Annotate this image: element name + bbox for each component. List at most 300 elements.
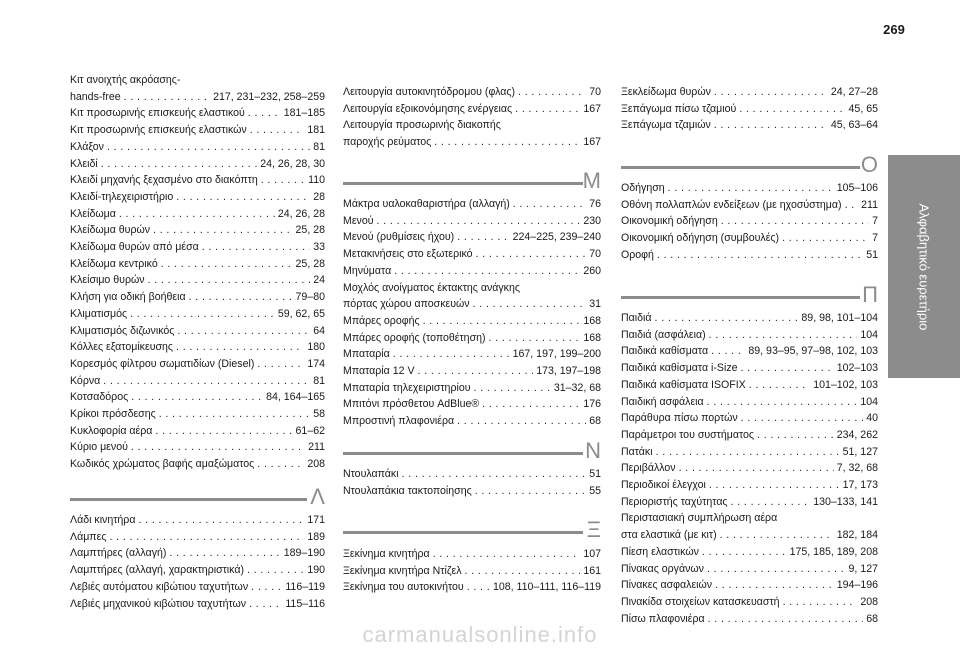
dot-leader [465,563,581,580]
entry-list [621,180,878,264]
section-letter: Ν [585,438,601,463]
section-rule [621,296,860,299]
index-entry-line [343,330,601,347]
index-entry [70,172,325,189]
index-term: Παιδιά (ασφάλεια) [621,328,706,341]
index-term: Παράμετροι του συστήματος [621,428,755,441]
dot-leader [202,239,310,256]
dot-leader [757,427,834,444]
entry-list [621,84,878,134]
index-term: Μπάρες οροφής (τοποθέτηση) [343,331,486,344]
page-references: 260 [583,264,601,277]
index-term: Λειτουργία προσωρινής διακοπής [343,119,501,132]
index-entry-line [70,439,325,456]
index-entry [343,84,601,101]
index-entry [70,423,325,440]
index-entry-line [70,423,325,440]
index-entry-line [621,360,878,377]
index-column-1 [70,0,325,649]
index-entry-line [343,466,601,483]
page-references: 33 [313,241,325,254]
index-entry-line [343,380,601,397]
index-term: Ξεκίνημα του αυτοκινήτου [343,581,464,594]
dot-leader [482,396,580,413]
index-term: Μπροστινή πλαφονιέρα [343,415,455,428]
dot-leader [489,330,581,347]
index-entry [70,456,325,473]
page-references: 208 [860,595,878,608]
index-term: Οικονομική οδήγηση (συμβουλές) [621,232,780,245]
page-references: 76 [589,198,601,210]
index-entry [70,373,325,390]
index-entry [621,117,878,134]
index-term: Μενού (ρυθμίσεις ήχου) [343,231,455,244]
index-term: Ξεπάγωμα τζαμιών [621,119,711,132]
index-term: Μπαταρία τηλεχειριστηρίου [343,381,471,394]
index-entry-line [621,510,878,527]
page-references: 24, 26, 28 [277,207,325,220]
page-references: 51, 127 [842,445,878,458]
index-entry [343,346,601,363]
index-entry-line [621,561,878,578]
index-entry [70,562,325,579]
page-references: 7, 32, 68 [836,462,878,475]
index-term: Περιοριστής ταχύτητας [621,495,728,508]
index-entry [70,579,325,596]
dot-leader [709,477,840,494]
index-entry [343,263,601,280]
index-entry-line [70,456,325,473]
dot-leader [393,346,510,363]
dot-leader [457,413,586,430]
index-entry-line [70,189,325,206]
page-references: 104 [860,328,878,341]
index-entry [343,563,601,580]
entry-list [343,466,601,499]
index-entry-line [70,323,325,340]
dot-leader [248,105,281,122]
index-term: Ξεπάγωμα πίσω τζαμιού [621,102,737,115]
index-term: Παιδική ασφάλεια [621,395,704,408]
dot-leader [189,289,293,306]
index-entry-line [70,373,325,390]
index-entry [70,545,325,562]
section-header-p [621,280,878,314]
dot-leader [741,410,864,427]
index-entry-line [343,229,601,246]
index-term: Κύριο μενού [70,441,128,454]
index-entry [70,239,325,256]
page-references: 167 [583,136,601,149]
index-term: Πατάκι [621,445,653,458]
index-entry [621,377,878,394]
index-entry-line [343,346,601,363]
index-term: Πίνακας οργάνων [621,562,704,575]
page-references: 211 [861,198,878,211]
dot-leader [176,339,304,356]
index-term: Κλείσιμο θυρών [70,274,145,287]
index-entry [70,122,325,139]
index-term: Παιδιά [621,312,652,324]
index-entry-line [343,213,601,230]
index-term: Μπάρες οροφής [343,314,420,327]
dot-leader [783,594,858,611]
index-term: Παιδικά καθίσματα [621,345,709,358]
dot-leader [845,197,859,214]
dot-leader [109,529,304,546]
index-term: Πίσω πλαφονιέρα [621,612,705,625]
index-entry-line [621,230,878,247]
dot-leader [131,389,263,406]
dot-leader [247,562,304,579]
page-references: 31–32, 68 [553,381,601,394]
index-term: Πίεση ελαστικών [621,545,699,558]
index-entry-line [70,339,325,356]
index-term: Κλάξον [70,140,104,153]
page-references: 211 [308,441,325,454]
page-references: 115–116 [285,597,325,610]
index-entry [343,196,601,213]
watermark: carmanualsonline.info [362,622,598,647]
index-entry-line [621,460,878,477]
dot-leader [515,101,580,118]
dot-leader [153,222,292,239]
dot-leader [475,483,587,500]
dot-leader [518,84,586,101]
page-references: 24, 26, 28, 30 [260,157,325,170]
section-header-l [70,482,325,516]
page-references: 105–106 [836,182,878,194]
page-references: 161 [583,564,601,577]
index-entry-line [70,89,325,106]
dot-leader [402,466,587,483]
page-references: 45, 63–64 [830,119,878,132]
page-references: 181–185 [283,107,325,120]
section-rule [343,531,583,534]
index-entry [621,494,878,511]
index-entry [343,380,601,397]
page-references: 102–103 [836,362,878,375]
dot-leader [707,561,846,578]
page-number: 269 [883,22,905,37]
index-entry [343,579,601,596]
index-entry-line [343,117,601,134]
page-references: 25, 28 [295,224,325,237]
page-references: 17, 173 [842,479,878,492]
index-term: Κορεσμός φίλτρου σωματιδίων (Diesel) [70,357,255,370]
dot-leader [782,230,869,247]
dot-leader [476,246,587,263]
dot-leader [731,494,811,511]
index-entry [343,280,601,313]
index-entry [343,101,601,118]
index-entry-line [621,577,878,594]
page-references: 173, 197–198 [536,365,601,378]
index-term: Κλείδωμα θυρών [70,224,151,237]
index-entry-line [343,563,601,580]
index-entry-line [70,122,325,139]
dot-leader [130,306,275,323]
index-entry [343,246,601,263]
index-entry [621,360,878,377]
section-letter: Ξ [586,517,601,542]
index-entry [70,389,325,406]
index-entry [70,596,325,613]
index-term: Πινακίδα στοιχείων κατασκευαστή [621,595,780,608]
dot-leader [176,189,310,206]
page-references: 28 [313,190,325,203]
index-entry [343,330,601,347]
index-entry [621,477,878,494]
dot-leader [714,117,828,134]
page-references: 224–225, 239–240 [512,231,601,244]
page-references: 59, 62, 65 [277,307,325,320]
dot-leader [251,579,282,596]
index-term: Κλιματισμός διζωνικός [70,324,175,337]
dot-leader [155,423,292,440]
index-term: Λαμπτήρες (αλλαγή) [70,547,167,560]
index-term: Παράθυρα πίσω πορτών [621,412,738,425]
index-entry-line [70,512,325,529]
index-entry-line [70,222,325,239]
index-entry-line [70,139,325,156]
section-header-n [343,436,601,470]
page-references: 107 [583,548,601,560]
index-entry-line [621,494,878,511]
index-term: Λειτουργία εξοικονόμησης ενέργειας [343,102,513,115]
section-header-m [343,166,601,200]
dot-leader [709,327,858,344]
index-entry [621,180,878,197]
index-entry [621,84,878,101]
entry-list [343,546,601,596]
section-rule [621,166,860,169]
page-references: 130–133, 141 [813,495,878,508]
index-entry-line [70,206,325,223]
index-term: Περιοδικοί έλεγχοι [621,479,706,492]
index-term: Κωδικός χρώματος βαφής αμαξώματος [70,458,255,471]
page-references: 61–62 [295,424,325,437]
index-entry-line [70,356,325,373]
index-term: Μάκτρα υαλοκαθαριστήρα (αλλαγή) [343,198,510,210]
index-entry-line [70,596,325,613]
page-references: 24, 27–28 [830,86,878,98]
page-references: 208 [307,458,325,471]
index-entry [343,466,601,483]
dot-leader [159,406,310,423]
page-references: 174 [307,357,325,370]
index-entry-line [343,546,601,563]
index-term: Κλιματισμός [70,307,128,320]
index-term: Κλειδί μηχανής ξεχασμένο στο διακόπτη [70,174,258,187]
index-entry [70,222,325,239]
index-entry-line [621,477,878,494]
index-entry [343,396,601,413]
index-term: πόρτας χώρου αποσκευών [343,298,470,311]
index-entry [621,213,878,230]
index-term: Μπιτόνι πρόσθετου AdBlue® [343,398,480,411]
page-references: 70 [589,248,601,261]
index-entry [70,139,325,156]
dot-leader [656,444,840,461]
page-references: 110 [308,174,325,187]
dot-leader [739,101,845,118]
index-entry-line [621,410,878,427]
index-term: Κιτ προσωρινής επισκευής ελαστικού [70,107,245,120]
index-term: Λάδι κινητήρα [70,514,136,526]
index-entry-line [343,483,601,500]
index-term: Λαμπτήρες (αλλαγή, χαρακτηριστικά) [70,564,244,577]
index-entry-line [621,213,878,230]
section-letter: Λ [310,484,325,509]
index-entry [343,313,601,330]
index-entry [70,323,325,340]
index-entry [70,306,325,323]
dot-leader [103,373,310,390]
page-references: 175, 185, 189, 208 [789,545,878,558]
index-entry [621,394,878,411]
index-entry [621,197,878,214]
index-entry-line [343,296,601,313]
index-entry [621,327,878,344]
index-entry-line [343,134,601,151]
index-entry [70,206,325,223]
index-term: Λάμπες [70,530,107,543]
index-term: Ξεκλείδωμα θυρών [621,86,711,98]
index-term: Κλειδί [70,157,98,170]
index-entry-line [343,313,601,330]
index-entry-line [621,180,878,197]
index-entry-line [621,427,878,444]
dot-leader [715,577,834,594]
page-references: 7 [872,232,878,245]
index-entry-line [343,196,601,213]
dot-leader [679,460,834,477]
index-entry-line [70,545,325,562]
page-references: 64 [313,324,325,337]
index-entry-line [70,105,325,122]
dot-leader [377,213,581,230]
index-entry [343,546,601,563]
dot-leader [394,263,580,280]
index-entry [70,356,325,373]
page-references: 68 [866,612,878,625]
index-entry [621,247,878,264]
page-references: 58 [313,408,325,421]
index-entry [70,512,325,529]
index-entry-line [343,413,601,430]
index-term: Κρίκοι πρόσδεσης [70,408,156,421]
dot-leader [138,512,304,529]
dot-leader [720,527,834,544]
dot-leader [513,196,586,213]
index-entry-line [621,101,878,118]
dot-leader [433,546,581,563]
section-header-o [621,150,878,184]
dot-leader [657,247,863,264]
index-column-3 [621,0,878,649]
index-entry-line [343,101,601,118]
dot-leader [668,180,834,197]
index-entry-line [621,594,878,611]
dot-leader [249,596,282,613]
index-entry [70,256,325,273]
index-entry [621,577,878,594]
dot-leader [714,84,828,101]
page-references: 51 [589,468,601,480]
index-entry-line [621,117,878,134]
dot-leader [161,256,293,273]
index-term: Παιδικά καθίσματα ISOFIX [621,378,746,391]
index-entry [70,189,325,206]
index-entry-line [621,527,878,544]
dot-leader [702,544,787,561]
index-entry-line [621,343,878,360]
index-term: Οθόνη πολλαπλών ενδείξεων (με ηχοσύστημα) [621,198,842,211]
dot-leader [707,394,858,411]
index-entry-line [621,377,878,394]
page-references: 55 [589,484,601,497]
index-entry-line [621,310,878,327]
page-references: 190 [307,564,325,577]
index-term: Οικονομική οδήγηση [621,215,718,228]
dot-leader [457,229,509,246]
index-entry [621,510,878,543]
index-term: στα ελαστικά (με κιτ) [621,529,717,542]
index-term: Κιτ ανοιχτής ακρόασης- [70,74,181,86]
dot-leader [257,356,304,373]
index-entry-line [621,84,878,101]
index-term: Μπαταρία [343,348,390,361]
page-references: 7 [872,215,878,228]
index-entry-line [621,394,878,411]
index-entry-line [70,272,325,289]
dot-leader [261,172,305,189]
index-entry [70,289,325,306]
page-references: 168 [583,314,601,327]
index-entry-line [621,544,878,561]
index-entry [621,310,878,327]
page-references: 234, 262 [836,428,878,441]
page-references: 180 [307,341,325,354]
index-term: Μοχλός ανοίγματος έκτακτης ανάγκης [343,281,520,294]
index-entry-line [343,263,601,280]
index-term: Λειτουργία αυτοκινητόδρομου (φλας) [343,86,516,98]
dot-leader [177,323,310,340]
index-entry-line [70,579,325,596]
index-entry [621,561,878,578]
page-references: 101–102, 103 [813,378,878,391]
index-entry [621,230,878,247]
index-entry [70,105,325,122]
index-entry [343,483,601,500]
index-entry-line [70,562,325,579]
dot-leader [418,363,534,380]
page-references: 24 [313,274,325,287]
section-letter: Ο [860,152,878,177]
index-entry-line [343,396,601,413]
dot-leader [131,439,305,456]
index-term: Κλείδωμα [70,207,116,220]
index-term: Ξεκίνημα κινητήρα Ντίζελ [343,564,462,577]
index-term: παροχής ρεύματος [343,136,432,149]
page-references: 40 [866,412,878,425]
index-entry-line [70,306,325,323]
page-references: 81 [313,140,325,153]
section-rule [343,452,583,455]
page-references: 89, 93–95, 97–98, 102, 103 [748,345,878,358]
index-entry [343,363,601,380]
